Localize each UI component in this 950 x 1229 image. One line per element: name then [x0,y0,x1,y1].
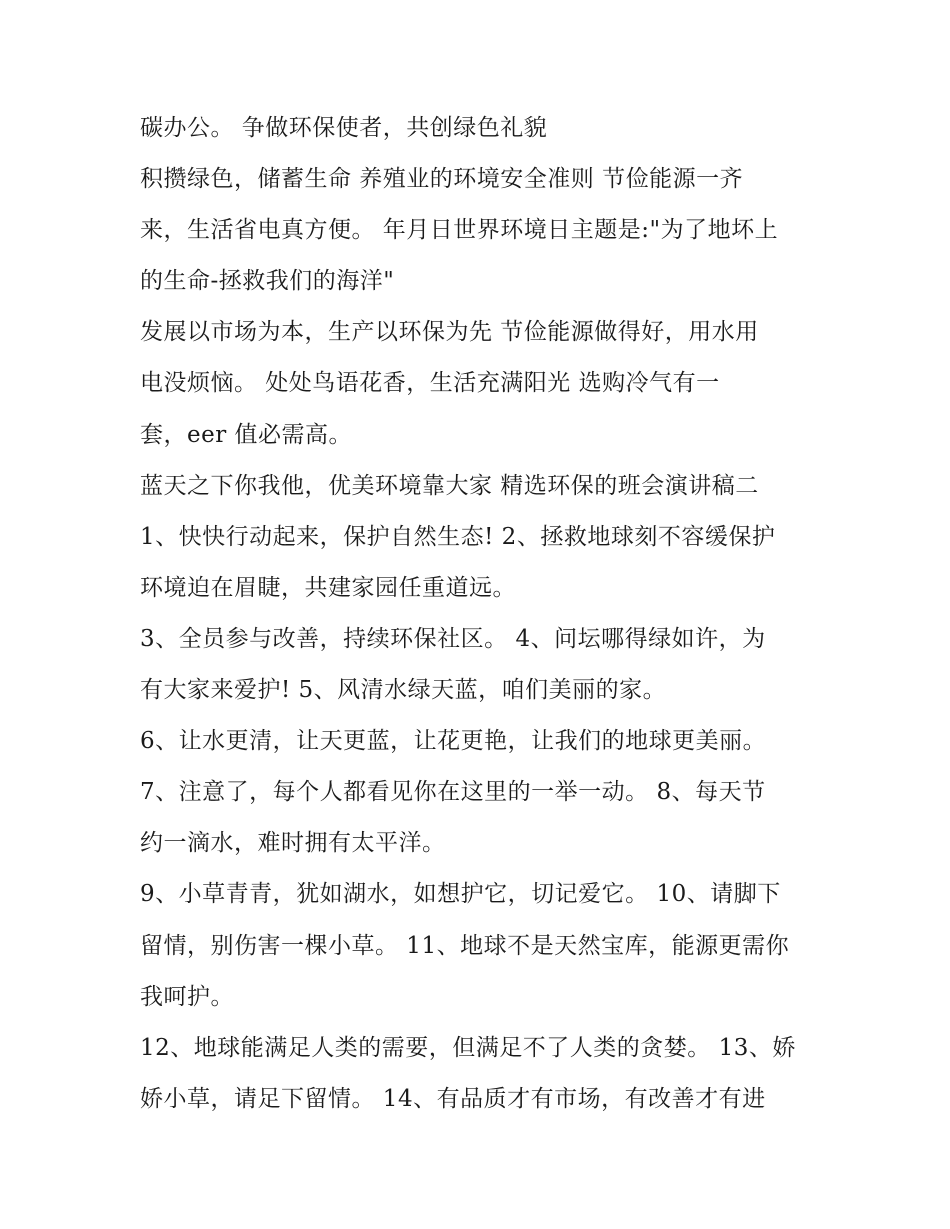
text-line: 3、全员参与改善，持续环保社区。 4、问坛哪得绿如许，为 [140,625,766,652]
text-line: 娇小草，请足下留情。 14、有品质才有市场，有改善才有进 [140,1085,766,1112]
text-line: 蓝天之下你我他，优美环境靠大家 精选环保的班会演讲稿二 [140,472,759,499]
text-line: 9、小草青青，犹如湖水，如想护它，切记爱它。 10、请脚下 [140,881,781,908]
text-line: 环境迫在眉睫，共建家园任重道远。 [140,574,516,601]
text-line: 来，生活省电真方便。 年月日世界环境日主题是:"为了地坏上 [140,217,779,244]
text-line: 积攒绿色，储蓄生命 养殖业的环境安全准则 节俭能源一齐 [140,166,744,193]
text-line: 6、让水更清，让天更蓝，让花更艳，让我们的地球更美丽。 [140,728,767,755]
text-line: 7、注意了，每个人都看见你在这里的一举一动。 8、每天节 [140,779,766,806]
text-line: 留情，别伤害一棵小草。 11、地球不是天然宝库，能源更需你 [140,932,790,959]
text-line: 套，eer 值必需高。 [140,421,353,448]
text-line: 电没烦恼。 处处鸟语花香，生活充满阳光 选购冷气有一 [140,370,720,397]
body-text [140,109,830,1131]
text-line: 1、快快行动起来，保护自然生态! 2、拯救地球刻不容缓保护 [140,523,776,550]
text-line: 我呵护。 [140,983,234,1010]
text-line: 碳办公。 争做环保使者，共创绿色礼貌 [140,115,548,141]
text-line: 12、地球能满足人类的需要，但满足不了人类的贪婪。 13、娇 [140,1034,796,1061]
text-line: 有大家来爱护! 5、风清水绿天蓝，咱们美丽的家。 [140,677,667,704]
text-line: 约一滴水，难时拥有太平洋。 [140,830,446,857]
text-line: 的生命-拯救我们的海洋" [140,268,395,295]
text-line: 发展以市场为本，生产以环保为先 节俭能源做得好，用水用 [140,319,759,346]
